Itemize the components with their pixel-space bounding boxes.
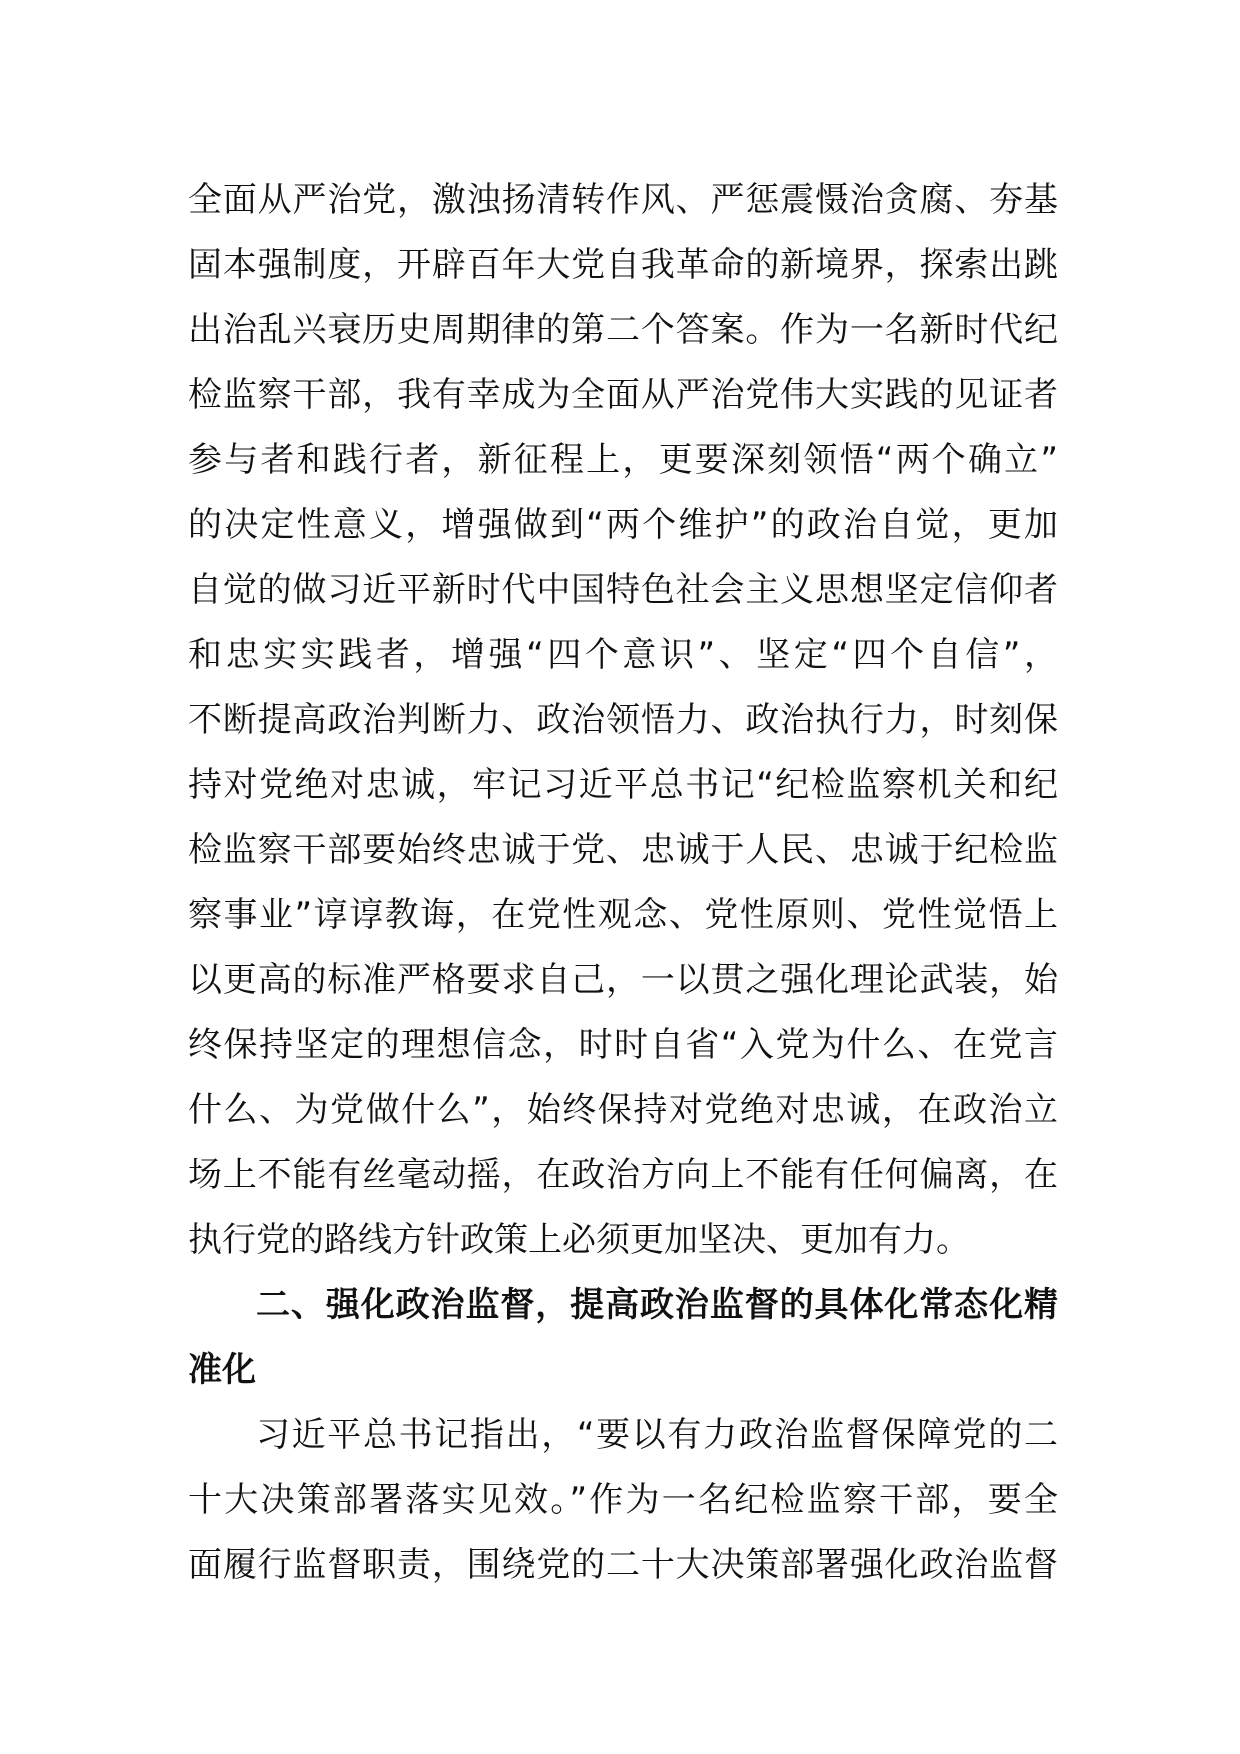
text-line: 的决定性意义，增强做到“两个维护”的政治自觉，更加 [188,505,1058,545]
heading-line: 准化 [188,1350,256,1390]
text-line: 检监察干部，我有幸成为全面从严治党伟大实践的见证者 [188,375,1058,415]
text-line: 以更高的标准严格要求自己，一以贯之强化理论武装，始 [188,960,1058,1000]
text-line: 察事业”谆谆教诲，在党性观念、党性原则、党性觉悟上 [188,895,1058,935]
text-line: 习近平总书记指出，“要以有力政治监督保障党的二 [256,1415,1058,1455]
text-line: 不断提高政治判断力、政治领悟力、政治执行力，时刻保 [188,700,1058,740]
text-line: 参与者和践行者，新征程上，更要深刻领悟“两个确立” [188,440,1058,480]
paragraph-party-loyalty [188,168,1058,1273]
text-line: 自觉的做习近平新时代中国特色社会主义思想坚定信仰者 [188,570,1058,610]
text-line: 检监察干部要始终忠诚于党、忠诚于人民、忠诚于纪检监 [188,830,1058,870]
text-line: 出治乱兴衰历史周期律的第二个答案。作为一名新时代纪 [188,310,1058,350]
text-line: 终保持坚定的理想信念，时时自省“入党为什么、在党言 [188,1025,1058,1065]
paragraph-political-supervision [188,1403,1058,1598]
text-line: 和忠实实践者，增强“四个意识”、坚定“四个自信”， [188,635,1058,675]
text-line: 面履行监督职责，围绕党的二十大决策部署强化政治监督 [188,1545,1058,1585]
text-line: 执行党的路线方针政策上必须更加坚决、更加有力。 [188,1220,970,1260]
text-line: 场上不能有丝毫动摇，在政治方向上不能有任何偏离，在 [188,1155,1058,1195]
heading-line: 二、强化政治监督，提高政治监督的具体化常态化精 [256,1285,1058,1325]
text-line: 持对党绝对忠诚，牢记习近平总书记“纪检监察机关和纪 [188,765,1058,805]
text-line: 什么、为党做什么”，始终保持对党绝对忠诚，在政治立 [188,1090,1058,1130]
text-line: 固本强制度，开辟百年大党自我革命的新境界，探索出跳 [188,245,1058,285]
text-line: 全面从严治党，激浊扬清转作风、严惩震慑治贪腐、夯基 [188,180,1058,220]
section-heading [188,1273,1058,1403]
body-text [188,168,1058,1598]
text-line: 十大决策部署落实见效。”作为一名纪检监察干部，要全 [188,1480,1058,1520]
